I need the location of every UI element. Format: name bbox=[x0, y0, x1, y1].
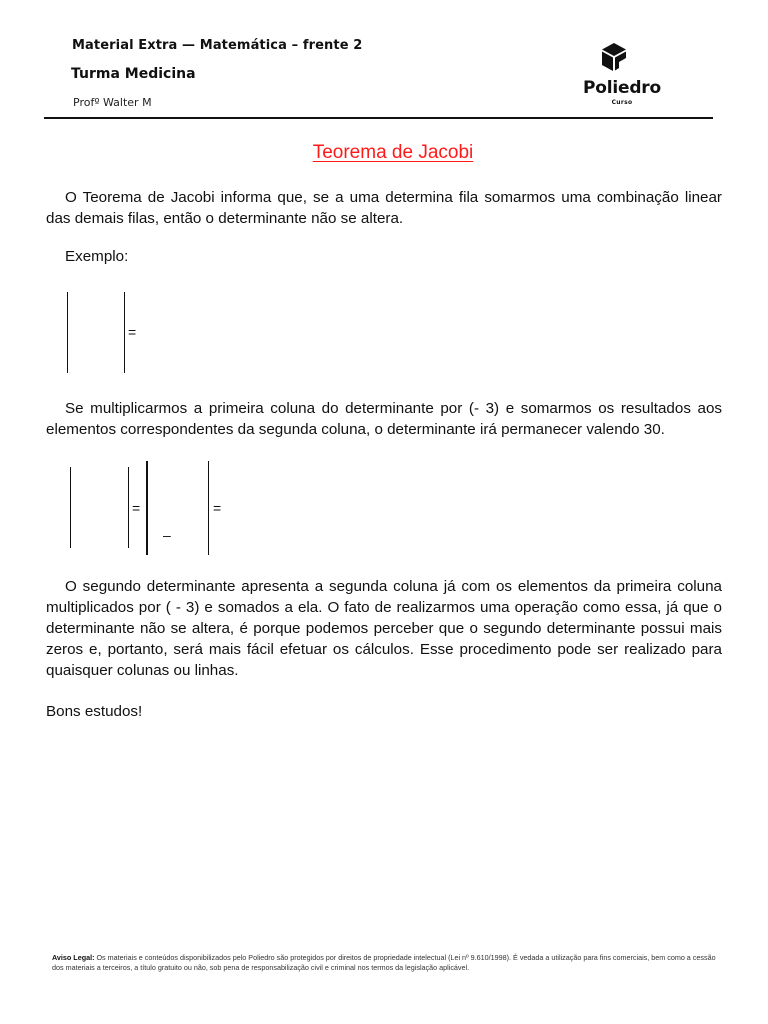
brand-subtitle: Curso bbox=[611, 99, 633, 106]
determinant-b-right-bar bbox=[208, 461, 209, 555]
example-label: Exemplo: bbox=[65, 248, 129, 265]
legal-text: Os materiais e conteúdos disponibilizados pelo Poliedro são protegidos por direitos de propriedade intelectual (Lei nº 9.610/1998). É vedada a utilização para fins comerciais, bem como a cessão dos materiais a terceiros, a título gratuito ou não, sob pena de responsabilização civil e criminal nos termos da legislação aplicável. bbox=[52, 953, 716, 972]
determinant-b-left-bar bbox=[146, 461, 148, 555]
professor-name: Profº Walter M bbox=[73, 96, 152, 109]
determinant-right-bar bbox=[124, 292, 125, 373]
legal-label: Aviso Legal: bbox=[52, 953, 95, 962]
determinant-a-left-bar bbox=[70, 467, 71, 548]
page-title: Teorema de Jacobi bbox=[312, 142, 474, 163]
brand-name: Poliedro bbox=[583, 78, 661, 98]
class-name: Turma Medicina bbox=[71, 66, 196, 82]
determinant-left-bar bbox=[67, 292, 68, 373]
explanation-paragraph: Se multiplicarmos a primeira coluna do determinante por (- 3) e somarmos os resultados aos elementos correspondentes da segunda coluna, o determinante irá permanecer valendo 30. bbox=[46, 400, 722, 438]
minus-sign: – bbox=[163, 527, 171, 543]
material-title: Material Extra — Matemática – frente 2 bbox=[72, 38, 363, 53]
conclusion-paragraph: O segundo determinante apresenta a segunda coluna já com os elementos da primeira coluna multiplicados por ( - 3) e somados a ela. O fato de realizarmos uma operação como essa, já que o determinante não se altera, é porque podemos perceber que o segundo determinante possui mais zeros e, portanto, será mais fácil efetuar os cálculos. Esse procedimento pode ser realizado para quaisquer colunas ou linhas. bbox=[46, 578, 722, 679]
poliedro-logo bbox=[566, 42, 666, 114]
closing-text: Bons estudos! bbox=[46, 703, 143, 720]
cube-icon bbox=[601, 42, 627, 72]
equals-sign-1: = bbox=[132, 500, 141, 516]
equals-sign: = bbox=[128, 324, 137, 340]
determinant-a-right-bar bbox=[128, 467, 129, 548]
equals-sign-2: = bbox=[213, 500, 222, 516]
intro-paragraph: O Teorema de Jacobi informa que, se a uma determina fila somarmos uma combinação linear das demais filas, então o determinante não se altera. bbox=[46, 189, 722, 227]
legal-notice bbox=[52, 953, 716, 973]
document-header bbox=[0, 0, 768, 120]
header-divider bbox=[44, 117, 713, 119]
